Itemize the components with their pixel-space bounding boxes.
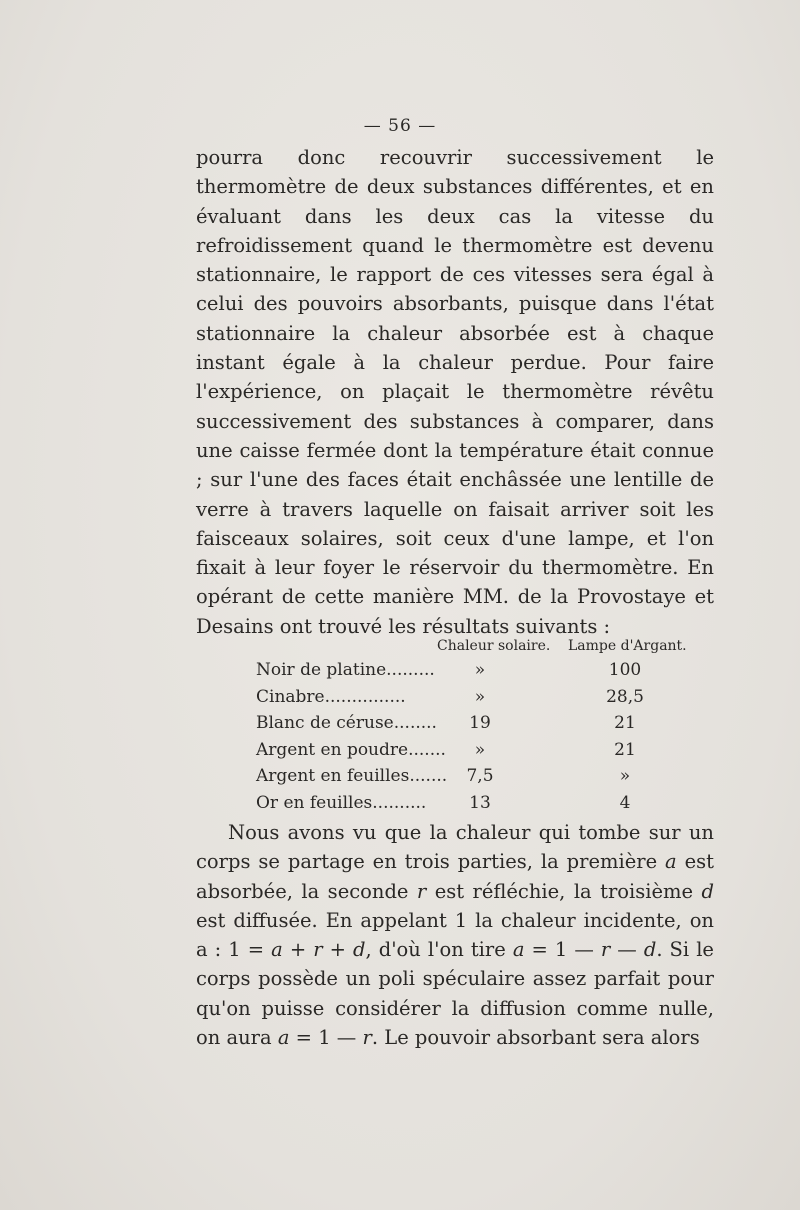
solar-value: 19 xyxy=(469,713,491,733)
table-row xyxy=(250,687,750,714)
substance-name: Noir de platine......... xyxy=(256,660,435,680)
substance-name: Argent en poudre....... xyxy=(256,739,446,760)
variable-a: a xyxy=(277,1026,290,1050)
text-run: . Si le corps possède un poli spéculaire assez parfait pour qu'on puisse considérer la diffusion comme nulle, on aura xyxy=(196,938,714,1050)
text-run: , d'où l'on tire xyxy=(365,938,513,962)
solar-value: » xyxy=(474,739,486,760)
variable-r: r xyxy=(600,938,611,962)
variable-d: d xyxy=(701,879,714,903)
variable-a: a xyxy=(512,938,525,962)
substance-name: Or en feuilles.......... xyxy=(256,792,427,813)
variable-r: r xyxy=(313,938,323,962)
text-run: est absorbée, la seconde xyxy=(196,850,714,903)
text-run: est réfléchie, la troisième xyxy=(426,879,702,903)
lamp-value: 100 xyxy=(608,660,642,680)
solar-value: 7,5 xyxy=(466,766,494,786)
results-table xyxy=(250,634,750,819)
header-solar-heat: Chaleur solaire. xyxy=(437,638,551,654)
text-run: + xyxy=(282,938,314,962)
text-run: est diffusée. En appelant 1 la chaleur incidente, on a : 1 = xyxy=(196,908,714,962)
table-row xyxy=(250,740,750,767)
substance-name: Blanc de céruse........ xyxy=(256,713,437,733)
table-row xyxy=(250,793,750,820)
paragraph-1: pourra donc recouvrir successivement le thermomètre de deux substances différentes, et en évaluant dans les deux cas la vitesse du refroidissement quand le thermomètre est devenu stationnaire, le rapport de ces vitesses sera égal à celui des pouvoirs absorbants, puisque dans l'état stationnaire la chaleur absorbée est à chaque instant égale à la chaleur perdue. Pour faire l'expérience, on plaçait le thermomètre révêtu successivement des substances à comparer, dans une caisse fermée dont la température était connue ; sur l'une des faces était enchâssée une lentille de verre à travers laquelle on faisait arriver soit les faisceaux solaires, soit ceux d'une lampe, et l'on fixait à leur foyer le réservoir du thermomètre. En opérant de cette manière MM. de la Provostaye et Desains ont trouvé les résultats suivants : xyxy=(196,146,714,638)
substance-name: Argent en feuilles....... xyxy=(256,766,448,786)
text-run: = 1 — xyxy=(289,1026,363,1050)
lamp-value: 4 xyxy=(619,792,631,813)
text-run: Nous avons vu que la chaleur qui tombe sur un corps se partage en trois parties, la première xyxy=(196,821,714,874)
variable-d: d xyxy=(352,938,366,962)
page-number: — 56 — xyxy=(363,116,437,136)
lamp-value: » xyxy=(619,766,631,786)
substance-name: Cinabre............... xyxy=(256,686,406,707)
variable-a: a xyxy=(271,938,283,962)
solar-value: » xyxy=(474,686,486,707)
table-row xyxy=(250,766,750,793)
solar-value: 13 xyxy=(469,792,491,813)
table-row xyxy=(250,660,750,687)
lamp-value: 21 xyxy=(614,739,636,760)
variable-r: r xyxy=(362,1026,372,1050)
text-run: + xyxy=(322,938,353,962)
text-run: — xyxy=(610,938,644,962)
paragraph-2 xyxy=(196,818,714,1052)
lamp-value: 21 xyxy=(614,713,636,733)
text-run: . Le pouvoir absorbant sera alors xyxy=(371,1026,700,1050)
variable-d: d xyxy=(643,938,657,962)
table-row xyxy=(250,713,750,740)
lamp-value: 28,5 xyxy=(606,686,644,707)
variable-r: r xyxy=(416,879,427,903)
table-header xyxy=(250,634,750,660)
variable-a: a xyxy=(665,850,677,874)
header-argand-lamp: Lampe d'Argant. xyxy=(568,638,687,654)
solar-value: » xyxy=(474,660,486,680)
text-run: = 1 — xyxy=(524,938,601,962)
